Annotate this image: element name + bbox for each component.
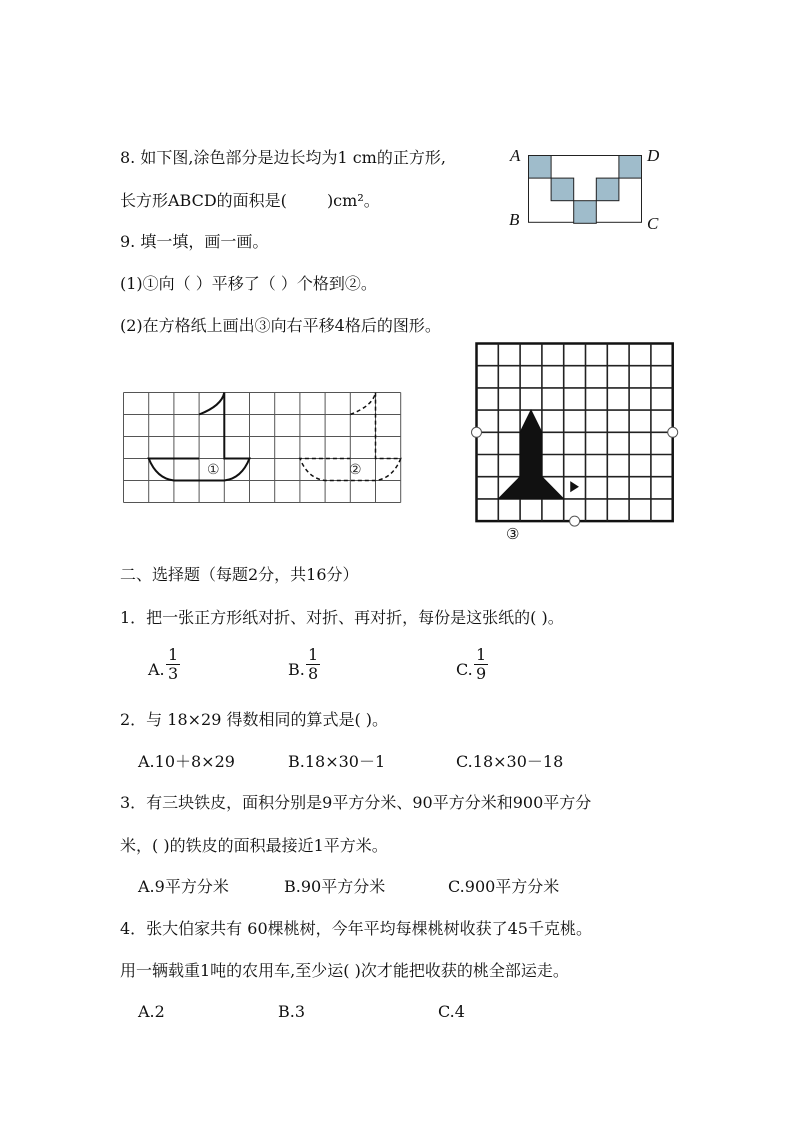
option-prefix: C. bbox=[456, 660, 473, 679]
mc2-option-a[interactable]: A.10＋8×29 bbox=[138, 752, 235, 771]
rectangle-abcd-figure bbox=[528, 155, 643, 222]
fraction-denominator: 8 bbox=[308, 664, 319, 683]
grid-lines bbox=[124, 393, 401, 503]
rect-abcd-group bbox=[529, 156, 642, 224]
edge-notch bbox=[668, 427, 678, 437]
fraction-numerator: 1 bbox=[168, 645, 179, 664]
mc2-stem: 2．与 18×29 得数相同的算式是( )。 bbox=[120, 710, 389, 729]
mc3-stem-line2: 米，( )的铁皮的面积最接近1平方米。 bbox=[120, 836, 388, 855]
shaded-square bbox=[596, 178, 619, 201]
shape1-label: ① bbox=[207, 462, 220, 478]
mc2-option-b[interactable]: B.18×30－1 bbox=[288, 752, 386, 771]
q9-part2: (2)在方格纸上画出③向右平移4格后的图形。 bbox=[120, 316, 441, 335]
mc3-option-a[interactable]: A.9平方分米 bbox=[138, 877, 229, 896]
mc4-option-a[interactable]: A.2 bbox=[138, 1002, 165, 1021]
edge-notch bbox=[472, 427, 482, 437]
mc3-option-c[interactable]: C.900平方分米 bbox=[448, 877, 560, 896]
mc1-stem: 1．把一张正方形纸对折、对折、再对折，每份是这张纸的( )。 bbox=[120, 608, 564, 627]
translation-grid-1-2 bbox=[123, 392, 401, 502]
label-b: B bbox=[509, 210, 520, 229]
shaded-square bbox=[551, 178, 574, 201]
shape2-label: ② bbox=[349, 462, 362, 478]
q8-line1: 8. 如下图,涂色部分是边长均为1 cm的正方形, bbox=[120, 148, 446, 167]
mc4-stem-line1: 4．张大伯家共有 60棵桃树，今年平均每棵桃树收获了45千克桃。 bbox=[120, 919, 592, 938]
q8-line2-a: 长方形ABCD的面积是( bbox=[120, 191, 287, 210]
fraction-denominator: 9 bbox=[476, 664, 487, 683]
fraction-numerator: 1 bbox=[476, 645, 487, 664]
edge-notch bbox=[570, 516, 580, 526]
shape3-label: ③ bbox=[506, 525, 520, 543]
q9-part1: (1)①向（ ）平移了（ ）个格到②。 bbox=[120, 274, 377, 293]
mc3-option-b[interactable]: B.90平方分米 bbox=[284, 877, 386, 896]
label-a: A bbox=[510, 146, 521, 165]
q8-line2 bbox=[120, 191, 380, 211]
label-d: D bbox=[647, 146, 660, 165]
q8-line2-b: )cm²。 bbox=[326, 191, 380, 210]
mc4-stem-line2: 用一辆载重1吨的农用车,至少运( )次才能把收获的桃全部运走。 bbox=[120, 961, 569, 980]
mc2-option-c[interactable]: C.18×30－18 bbox=[456, 752, 564, 771]
section2-title: 二、选择题（每题2分，共16分） bbox=[120, 565, 359, 584]
label-c: C bbox=[647, 214, 659, 233]
mc4-option-b[interactable]: B.3 bbox=[278, 1002, 306, 1021]
fraction-denominator: 3 bbox=[168, 664, 179, 683]
q9-title: 9. 填一填，画一画。 bbox=[120, 232, 269, 251]
shaded-square bbox=[619, 156, 642, 179]
option-prefix: A. bbox=[148, 660, 165, 679]
drawing-grid-3[interactable] bbox=[476, 343, 674, 523]
mc3-stem-line1: 3．有三块铁皮，面积分别是9平方分米、90平方分米和900平方分 bbox=[120, 793, 592, 812]
option-prefix: B. bbox=[288, 660, 305, 679]
shaded-square bbox=[574, 201, 597, 224]
mc4-option-c[interactable]: C.4 bbox=[438, 1002, 465, 1021]
fraction-numerator: 1 bbox=[308, 645, 319, 664]
shaded-square bbox=[529, 156, 552, 179]
